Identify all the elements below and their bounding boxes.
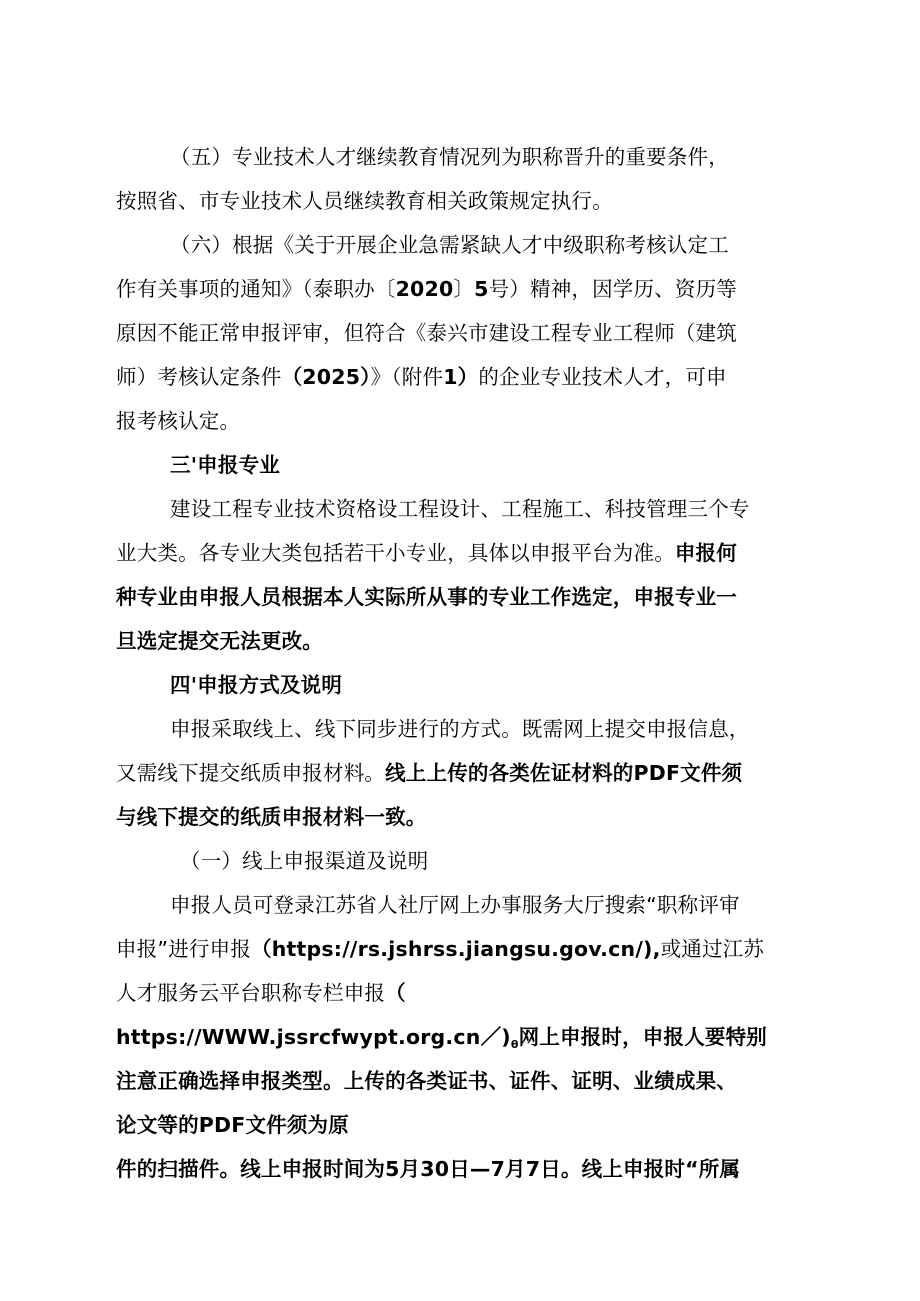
text-run: 师）考核认定条件 — [116, 365, 282, 389]
paragraph-line — [116, 406, 240, 436]
paragraph-line — [116, 318, 737, 348]
text-run: 》（附件 — [370, 365, 444, 389]
paragraph-line — [116, 1110, 349, 1140]
text-run-bold: 5 — [474, 277, 489, 301]
text-run-bold: 件的扫描件。线上申报时间为5月30日—7月7日。线上申报时“所属 — [116, 1157, 741, 1181]
text-run-bold: 论文等的PDF文件须为原 — [116, 1113, 349, 1137]
url-text: https://WWW.jssrcfwypt.org.cn／) — [116, 1025, 511, 1049]
paragraph-line — [116, 978, 406, 1008]
text-run: 人才服务云平台职称专栏申报 — [116, 981, 386, 1005]
paragraph-line — [116, 1022, 767, 1060]
text-run: 原因不能正常申报评审，但符合《泰兴市建设工程专业工程师（建筑 — [116, 321, 737, 345]
text-run: 申报”进行申报 — [116, 937, 252, 961]
paragraph-line — [116, 538, 737, 568]
text-run: （五）专业技术人才继续教育情况列为职称晋升的重要条件， — [170, 145, 729, 169]
paragraph-line — [170, 714, 750, 744]
paragraph-line — [116, 582, 737, 612]
text-run: 按照省、市专业技术人员继续教育相关政策规定执行。 — [116, 189, 613, 213]
paragraph-line — [116, 362, 727, 392]
text-run: 的企业专业技术人才，可申 — [478, 365, 727, 389]
paragraph-line — [116, 274, 737, 304]
text-run-bold: 申报何 — [674, 541, 738, 565]
text-run-bold: 旦选定提交无法更改。 — [116, 629, 323, 653]
paragraph-line — [116, 186, 613, 216]
paragraph-line — [116, 934, 764, 964]
text-run-bold: 线上上传的各类佐证材料的PDF文件须 — [385, 761, 743, 785]
subsection-heading-text: （一）线上申报渠道及说明 — [180, 849, 429, 873]
text-run: 建设工程专业技术资格设工程设计、工程施工、科技管理三个专 — [170, 497, 750, 521]
text-run: 申报采取线上、线下同步进行的方式。既需网上提交申报信息， — [170, 717, 750, 741]
paragraph-line — [170, 494, 750, 524]
text-run: 申报人员可登录江苏省人社厅网上办事服务大厅搜索“职称评审 — [170, 893, 740, 917]
paragraph-line — [116, 1154, 740, 1184]
section-heading — [170, 670, 342, 700]
text-run: 报考核认定。 — [116, 409, 241, 433]
paragraph-line — [170, 230, 729, 260]
text-run: 作有关事项的通知》（泰职办〔 — [116, 277, 396, 301]
text-run: 号）精神，因学历、资历等 — [488, 277, 737, 301]
paragraph-line — [170, 890, 740, 920]
text-run-bold: 与线下提交的纸质申报材料一致。 — [116, 805, 427, 829]
text-run-bold: （ — [385, 981, 406, 1005]
text-run: 业大类。各专业大类包括若干小专业，具体以申报平台为准。 — [116, 541, 675, 565]
subsection-heading — [180, 846, 428, 876]
paragraph-line — [116, 626, 323, 656]
text-run: 或通过江苏 — [660, 937, 765, 961]
paragraph-line — [170, 142, 729, 172]
paragraph-line — [116, 758, 742, 788]
text-run: （六）根据《关于开展企业急需紧缺人才中级职称考核认定工 — [170, 233, 729, 257]
text-run-bold: 注意正确选择申报类型。上传的各类证书、证件、证明、业绩成果、 — [116, 1069, 737, 1093]
text-run-bold: （2025） — [281, 365, 371, 389]
section-heading-text: 三'申报专业 — [170, 453, 280, 477]
paragraph-line — [116, 802, 427, 832]
text-run: 〕 — [453, 277, 475, 301]
text-run: 又需线下提交纸质申报材料。 — [116, 761, 386, 785]
text-run-bold: 种专业由申报人员根据本人实际所从事的专业工作选定，申报专业一 — [116, 585, 737, 609]
paragraph-line — [116, 1066, 737, 1096]
section-heading-text: 四'申报方式及说明 — [170, 673, 343, 697]
text-run-bold: 1） — [443, 365, 479, 389]
url-text: （https://rs.jshrss.jiangsu.gov.cn/), — [251, 937, 661, 961]
subscript-glyph: θ — [510, 1038, 519, 1051]
text-run-bold: 2020 — [395, 277, 454, 301]
text-run-bold: 网上申报时，申报人要特别 — [518, 1025, 768, 1049]
section-heading — [170, 450, 280, 480]
